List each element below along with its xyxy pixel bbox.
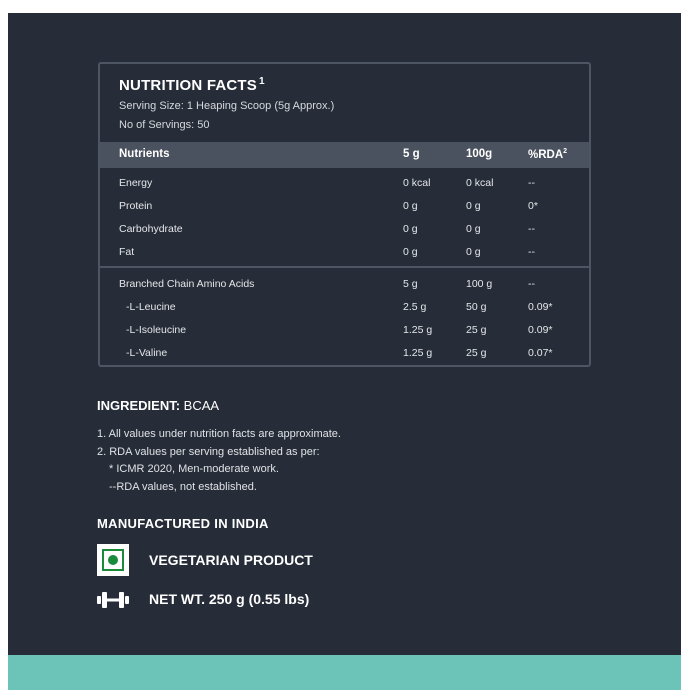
value-per-100g: 0 g [466, 200, 481, 212]
footnote-icmr: * ICMR 2020, Men-moderate work. [109, 463, 279, 475]
value-rda: 0* [528, 200, 538, 212]
table-row [100, 347, 589, 363]
value-per-100g: 0 g [466, 246, 481, 258]
nutrient-name: Energy [119, 177, 153, 189]
table-row [100, 278, 589, 294]
value-per-100g: 0 kcal [466, 177, 494, 189]
value-per-100g: 0 g [466, 223, 481, 235]
nutrient-name: Branched Chain Amino Acids [119, 278, 255, 290]
nutrient-name: -L-Leucine [126, 301, 176, 313]
table-row [100, 200, 589, 216]
net-weight-label: NET WT. 250 g (0.55 lbs) [149, 591, 310, 607]
value-rda: 0.07* [528, 347, 553, 359]
value-rda: -- [528, 246, 535, 258]
nutrient-name: -L-Valine [126, 347, 168, 359]
value-per-serving: 0 kcal [403, 177, 431, 189]
table-divider [100, 266, 589, 268]
value-rda: -- [528, 278, 535, 290]
value-rda: 0.09* [528, 324, 553, 336]
table-header [100, 142, 589, 168]
value-per-serving: 1.25 g [403, 324, 433, 336]
value-per-100g: 25 g [466, 324, 487, 336]
value-per-serving: 0 g [403, 246, 418, 258]
nutrient-name: Protein [119, 200, 153, 212]
table-row [100, 177, 589, 193]
nutrient-name: -L-Isoleucine [126, 324, 187, 336]
accent-strip [8, 655, 681, 690]
header-rda: %RDA$^2$ [528, 148, 568, 161]
footnote-2: 2. RDA values per serving established as per: [97, 446, 320, 458]
table-row [100, 223, 589, 239]
header-per-serving: 5 g [403, 148, 420, 160]
dumbbell-icon [96, 590, 130, 610]
nutrition-facts-box [98, 62, 591, 367]
value-per-100g: 50 g [466, 301, 487, 313]
vegetarian-label: VEGETARIAN PRODUCT [149, 552, 313, 568]
vegetarian-mark-icon [97, 544, 129, 576]
footnote-1: 1. All values under nutrition facts are approximate. [97, 428, 341, 440]
nutrient-name: Fat [119, 246, 135, 258]
value-per-serving: 0 g [403, 223, 418, 235]
ingredient-line: INGREDIENT: BCAA [97, 398, 220, 413]
header-per-100g: 100g [466, 148, 493, 160]
value-rda: 0.09* [528, 301, 553, 313]
value-rda: -- [528, 223, 535, 235]
value-rda: -- [528, 177, 535, 189]
nutrient-name: Carbohydrate [119, 223, 183, 235]
title-footnote-mark: 1 [259, 76, 265, 87]
value-per-100g: 100 g [466, 278, 493, 290]
value-per-serving: 5 g [403, 278, 418, 290]
value-per-serving: 0 g [403, 200, 418, 212]
table-row [100, 301, 589, 317]
table-row [100, 324, 589, 340]
value-per-serving: 1.25 g [403, 347, 433, 359]
value-per-100g: 25 g [466, 347, 487, 359]
nutrition-facts-title: NUTRITION FACTS $^1$ [119, 76, 265, 94]
footnote-rda-na: --RDA values, not established. [109, 481, 257, 493]
serving-size: Serving Size: 1 Heaping Scoop (5g Approx.) [119, 100, 335, 112]
servings-count: No of Servings: 50 [119, 119, 210, 131]
header-nutrients: Nutrients [119, 148, 170, 160]
table-row [100, 246, 589, 262]
value-per-serving: 2.5 g [403, 301, 427, 313]
manufactured-in: MANUFACTURED IN INDIA [97, 516, 269, 531]
